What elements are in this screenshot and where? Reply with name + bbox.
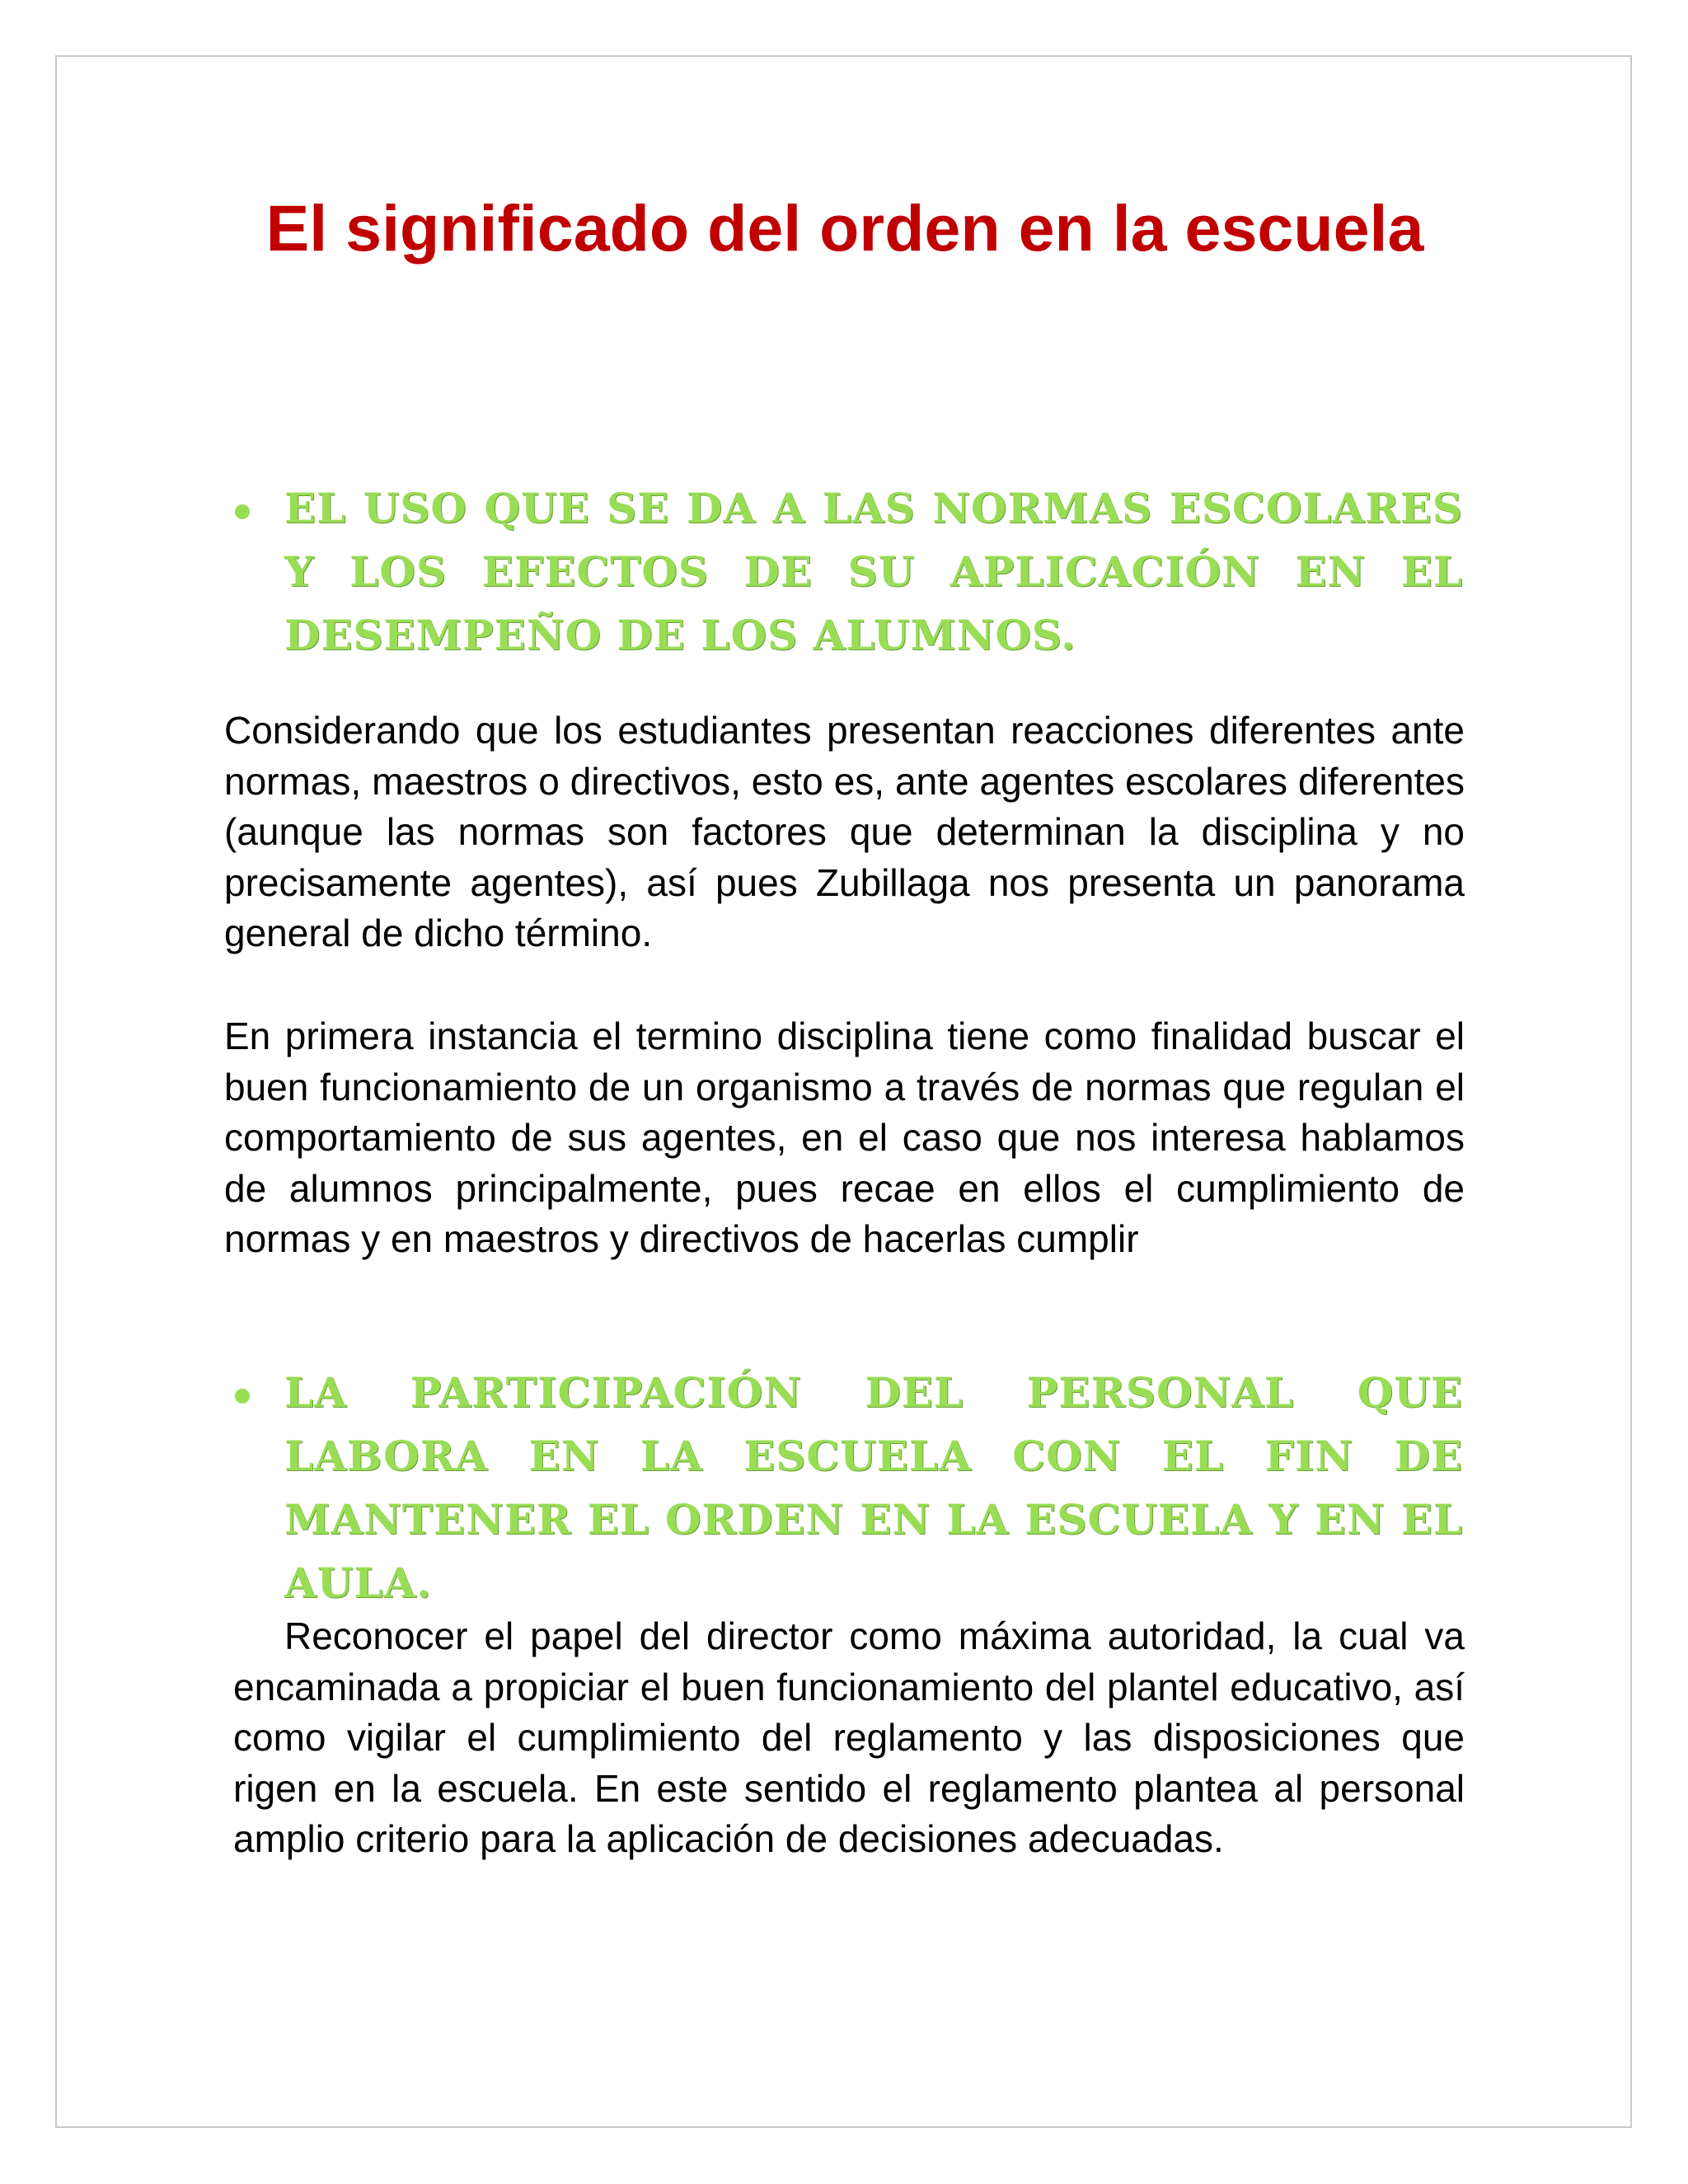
section-heading-2: LA PARTICIPACIÓN DEL PERSONAL QUE LABORA EN LA ESCUELA CON EL FIN DE MANTENER EL ORDEN EN LA ESCUELA Y EN EL AULA. — [284, 1368, 1463, 1607]
page-title: El significado del orden en la escuela — [265, 191, 1424, 265]
bullet-dot-icon — [235, 1389, 250, 1404]
bullet-dot-icon — [235, 504, 250, 519]
section-1-paragraph-2: En primera instancia el termino disciplina tiene como finalidad buscar el buen funcionamiento de un organismo a través de normas que regulan el comportamiento de sus agentes, en el caso que nos interesa hablamos de alumnos principalmente, pues recae en ellos el cumplimiento de normas y en maestros y directivos de hacerlas cumplir — [224, 1015, 1465, 1260]
section-1-paragraph-1: Considerando que los estudiantes presentan reacciones diferentes ante normas, maestros o directivos, esto es, ante agentes escolares diferentes (aunque las normas son factores que determinan la disciplina y no precisamente agentes), así pues Zubillaga nos presenta un panorama general de dicho término. — [224, 709, 1465, 954]
section-heading-1: EL USO QUE SE DA A LAS NORMAS ESCOLARES Y LOS EFECTOS DE SU APLICACIÓN EN EL DESEMPEÑO DE LOS ALUMNOS. — [284, 484, 1463, 659]
section-2-paragraph-1: Reconocer el papel del director como máxima autoridad, la cual va encaminada a propiciar el buen funcionamiento del plantel educativo, así como vigilar el cumplimiento del reglamento y las disposiciones que rigen en la escuela. En este sentido el reglamento plantea al personal amplio criterio para la aplicación de decisiones adecuadas. — [233, 1615, 1465, 1860]
